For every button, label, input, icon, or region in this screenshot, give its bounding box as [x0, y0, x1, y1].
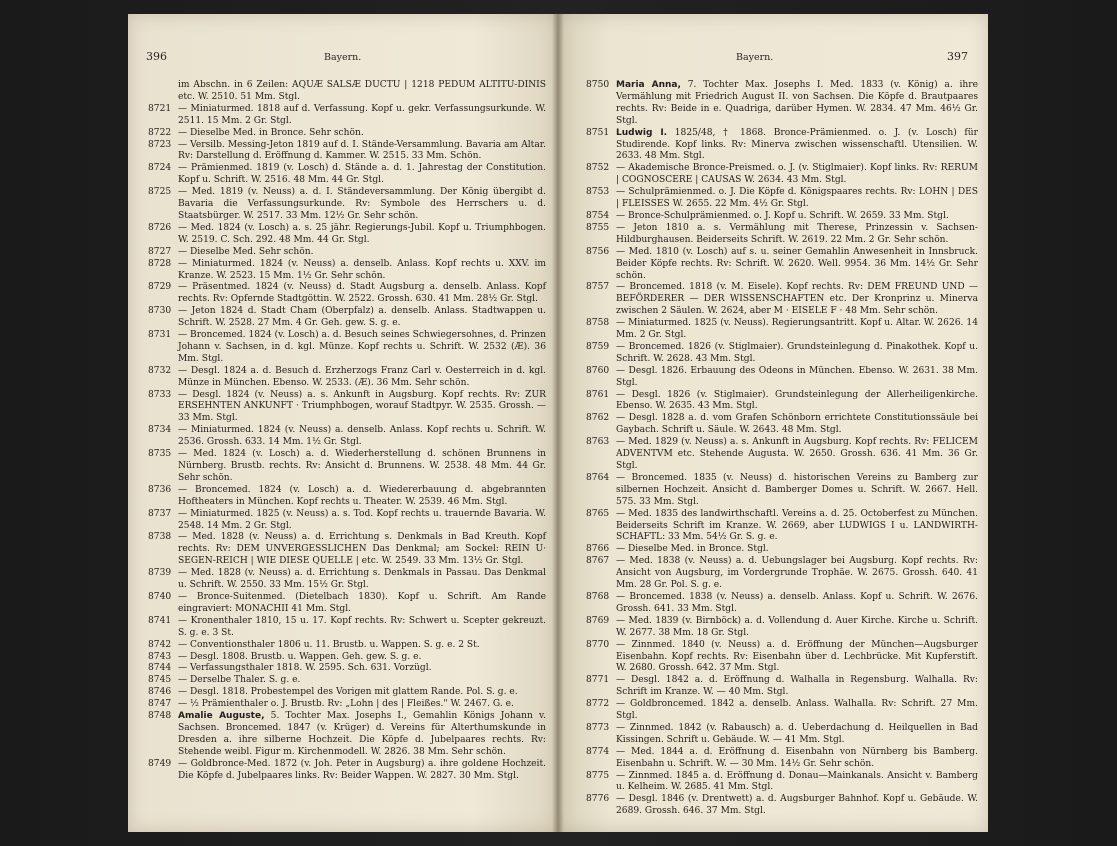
entry-number: 8770 [586, 639, 610, 650]
entry-text: — Dieselbe Med. in Bronce. Sehr schön. [178, 127, 364, 138]
entry-number: 8752 [586, 163, 610, 174]
entry-number: 8765 [586, 508, 610, 519]
entry-number: 8764 [586, 472, 610, 483]
entry-text: — Med. 1829 (v. Neuss) a. s. Ankunft in Augsburg. Kopf rechts. Rv: FELICEM ADVENTVM etc. Stehende Augusta. W. 2650. Grossh. 636. 41 Mm. 36 Gr. Stgl. [616, 437, 978, 471]
catalog-entry [148, 259, 546, 283]
catalog-entry [586, 223, 978, 247]
entry-number: 8749 [148, 758, 172, 769]
entry-number: 8732 [148, 365, 172, 376]
entry-number: 8731 [148, 330, 172, 341]
entry-text: — Verfassungsthaler 1818. W. 2595. Sch. 631. Vorzügl. [178, 663, 432, 674]
entry-number: 8772 [586, 699, 610, 710]
catalog-entry [586, 437, 978, 473]
entry-number: 8766 [586, 544, 610, 555]
page-number-right: 397 [947, 50, 968, 63]
entry-number: 8769 [586, 615, 610, 626]
catalog-entry [586, 640, 978, 676]
catalog-entry [148, 128, 546, 140]
entry-text: — Desgl. 1846 (v. Drentwett) a. d. Augsburger Bahnhof. Kopf u. Gebäude. W. 2689. Grossh. 646. 37 Mm. Stgl. [616, 794, 978, 817]
catalog-entry [148, 306, 546, 330]
entry-number: 8730 [148, 306, 172, 317]
catalog-entry [148, 140, 546, 164]
entry-number: 8735 [148, 449, 172, 460]
entry-number: 8740 [148, 591, 172, 602]
entry-text: — Derselbe Thaler. S. g. e. [178, 675, 301, 686]
entry-number: 8755 [586, 222, 610, 233]
catalog-entry [148, 223, 546, 247]
catalog-entry [586, 509, 978, 545]
catalog-entry [586, 544, 978, 556]
catalog-entry [148, 675, 546, 687]
catalog-entry [586, 318, 978, 342]
entry-text: — Med. 1810 (v. Losch) auf s. u. seiner Gemahlin Anwesenheit in Innsbruck. Beider Köpfe rechts. Rv: Schrift. W. 2620. Well. 9954. 36 Mm. 14½ Gr. Sehr schön. [616, 246, 978, 281]
entry-number: 8734 [148, 425, 172, 436]
entry-text: — Med. 1828 (v. Neuss) a. d. Errichtung s. Denkmals in Bad Kreuth. Kopf rechts. Rv: DEM UNVERGESSLICHEN Das Denkmal; am Sockel: REIN U· SEGEN-REICH | WIE DIESE QUELLE | etc. W. 2549. 33 Mm. 13½ Gr. Stgl. [178, 532, 546, 567]
catalog-entry [148, 366, 546, 390]
page-number-left: 396 [146, 50, 167, 63]
entry-heading-name: Ludwig I. [616, 127, 668, 138]
catalog-entry [586, 163, 978, 187]
entry-number: 8775 [586, 770, 610, 781]
entry-number: 8746 [148, 687, 172, 698]
entry-text: — Miniaturmed. 1825 (v. Neuss). Regierungsantritt. Kopf u. Altar. W. 2626. 14 Mm. 2 Gr. Stgl. [616, 318, 978, 341]
entry-number: 8753 [586, 187, 610, 198]
entry-text: — Miniaturmed. 1824 (v. Neuss) a. denselb. Anlass. Kopf rechts u. XXV. im Kranze. W. 2523. 15 Mm. 1½ Gr. Sehr schön. [178, 258, 546, 281]
catalog-entry [148, 687, 546, 699]
catalog-entry [148, 663, 546, 675]
entry-number: 8774 [586, 746, 610, 757]
catalog-entry [586, 723, 978, 747]
catalog-entry [586, 247, 978, 283]
entry-text: — Präsentmed. 1824 (v. Neuss) d. Stadt Augsburg a. denselb. Anlass. Kopf rechts. Rv: Opfernde Stadtgöttin. W. 2522. Grossh. 630. 41 Mm. 28½ Gr. Stgl. [178, 282, 546, 305]
entry-text: — Miniaturmed. 1818 auf d. Verfassung. Kopf u. gekr. Verfassungsurkunde. W. 2511. 15 Mm. 2 Gr. Stgl. [178, 103, 546, 126]
catalog-entry [148, 640, 546, 652]
entry-text: — Desgl. 1818. Probestempel des Vorigen mit glattem Rande. Pol. S. g. e. [178, 687, 518, 698]
entry-text: — Med. 1819 (v. Neuss) a. d. I. Ständeversammlung. Der König übergibt d. Bavaria die Verfassungsurkunde. Rv: Symbole des Herrschers u. d. Staatsbürger. W. 2517. 33 Mm. 12½ Gr. Sehr schön. [178, 187, 546, 221]
entry-number: 8743 [148, 651, 172, 662]
entry-text: — Med. 1824 (v. Losch) a. s. 25 jähr. Regierungs-Jubil. Kopf u. Triumphbogen. W. 2519. C. Sch. 292. 48 Mm. 44 Gr. Stgl. [178, 222, 546, 245]
entry-text: — Desgl. 1826. Erbauung des Odeons in München. Ebenso. W. 2631. 38 Mm. Stgl. [616, 365, 978, 388]
entry-text: — Bronce-Suitenmed. (Dietelbach 1830). Kopf u. Schrift. Am Rande eingraviert: MONACHII 41 Mm. Stgl. [178, 591, 546, 614]
catalog-entry [586, 616, 978, 640]
catalog-entry [586, 771, 978, 795]
entry-list-right [586, 80, 978, 818]
entry-text: im Abschn. in 6 Zeilen: AQUÆ SALSÆ DUCTU | 1218 PEDUM ALTITU-DINIS etc. W. 2510. 51 Mm. Stgl. [178, 80, 546, 102]
entry-number: 8761 [586, 389, 610, 400]
catalog-entry [148, 592, 546, 616]
catalog-entry [586, 366, 978, 390]
catalog-entry [148, 80, 546, 104]
catalog-entry [586, 794, 978, 818]
entry-number: 8725 [148, 187, 172, 198]
entry-number: 8767 [586, 556, 610, 567]
entry-text: — Zinnmed. 1840 (v. Neuss) a. d. Eröffnung der München—Augsburger Eisenbahn. Kopf rechts. Rv: Eisenbahn über d. Lechbrücke. Mit Kupferstift. W. 2680. Grossh. 642. 37 Mm. Stgl. [616, 639, 978, 674]
running-head-right: Bayern. [736, 52, 774, 63]
entry-number: 8741 [148, 615, 172, 626]
entry-text: — Dieselbe Med. in Bronce. Stgl. [616, 544, 769, 555]
entry-number: 8747 [148, 699, 172, 710]
entry-number: 8768 [586, 591, 610, 602]
catalog-entry [586, 187, 978, 211]
entry-number: 8733 [148, 389, 172, 400]
entry-text: — Bronce-Schulprämienmed. o. J. Kopf u. Schrift. W. 2659. 33 Mm. Stgl. [616, 210, 949, 221]
catalog-entry [148, 247, 546, 259]
entry-text: 1825/48, † 1868. Bronce-Prämienmed. o. J. (v. Losch) für Studirende. Kopf links. Rv: Minerva zwischen wissenschaftl. Utensilien. W. 2633. 48 Mm. Stgl. [616, 127, 978, 162]
catalog-entry [148, 330, 546, 366]
catalog-entry [586, 282, 978, 318]
entry-text: — Goldbroncemed. 1842 a. denselb. Anlass. Walhalla. Rv: Schrift. 27 Mm. Stgl. [616, 699, 978, 722]
entry-text: — Prämienmed. 1819 (v. Losch) d. Stände a. d. 1. Jahrestag der Constitution. Kopf u. Schrift. W. 2516. 48 Mm. 44 Gr. Stgl. [178, 163, 546, 186]
entry-text: — Jeton 1810 a. s. Vermählung mit Therese, Prinzessin v. Sachsen-Hildburghausen. Beiderseits Schrift. W. 2619. 22 Mm. 2 Gr. Sehr schön. [616, 222, 978, 245]
entry-text: — Broncemed. 1824 (v. Losch) a. d. Besuch seines Schwiegersohnes, d. Prinzen Johann v. Sachsen, in d. kgl. Münze. Kopf rechts u. Schrift. W. 2532 (Æ). 36 Mm. Stgl. [178, 330, 546, 364]
entry-number: 8758 [586, 318, 610, 329]
entry-text: — Med. 1824 (v. Losch) a. d. Wiederherstellung d. schönen Brunnens in Nürnberg. Brustb. rechts. Rv: Ansicht d. Brunnens. W. 2538. 48 Mm. 44 Gr. Sehr schön. [178, 449, 546, 483]
entry-text: — Zinnmed. 1845 a. d. Eröffnung d. Donau—Mainkanals. Ansicht v. Bamberg u. Kelheim. W. 2685. 41 Mm. Stgl. [616, 770, 978, 793]
entry-number: 8737 [148, 508, 172, 519]
running-head-left: Bayern. [324, 52, 362, 63]
entry-text: — Dieselbe Med. Sehr schön. [178, 246, 314, 257]
entry-number: 8756 [586, 246, 610, 257]
entry-number: 8760 [586, 365, 610, 376]
entry-number: 8742 [148, 639, 172, 650]
entry-number: 8728 [148, 258, 172, 269]
catalog-entry [586, 556, 978, 592]
catalog-entry [586, 699, 978, 723]
entry-text: — Desgl. 1808. Brustb. u. Wappen. Geh. gew. S. g. e. [178, 651, 422, 662]
entry-text: — Versilb. Messing-Jeton 1819 auf d. I. Stände-Versammlung. Bavaria am Altar. Rv: Darstellung d. Eröffnung d. Kammer. W. 2515. 33 Mm. Schön. [178, 139, 546, 162]
catalog-entry [148, 104, 546, 128]
entry-text: — Conventionsthaler 1806 u. 11. Brustb. u. Wappen. S. g. e. 2 St. [178, 639, 480, 650]
entry-number: 8744 [148, 663, 172, 674]
catalog-entry [148, 485, 546, 509]
catalog-entry [148, 759, 546, 783]
right-page [558, 14, 988, 832]
entry-text: — Broncemed. 1835 (v. Neuss) d. historischen Vereins zu Bamberg zur silbernen Hochzeit. Ansicht d. Bamberger Domes u. Schrift. W. 2667. Hell. 575. 33 Mm. Stgl. [616, 472, 978, 507]
entry-text: — Broncemed. 1824 (v. Losch) a. d. Wiedererbauung d. abgebrannten Hoftheaters in München. Kopf rechts u. Theater. W. 2539. 46 Mm. Stgl. [178, 484, 546, 507]
entry-text: — Med. 1839 (v. Birnböck) a. d. Vollendung d. Auer Kirche. Kirche u. Schrift. W. 2677. 38 Mm. 18 Gr. Stgl. [616, 615, 978, 638]
entry-text: — Akademische Bronce-Preismed. o. J. (v. Stiglmaier). Kopf links. Rv: RERUM | COGNOSCERE | CAUSAS W. 2634. 43 Mm. Stgl. [616, 163, 978, 186]
entry-text: — Desgl. 1824 (v. Neuss) a. s. Ankunft in Augsburg. Kopf rechts. Rv: ZUR ERSEHNTEN ANKUNFT · Triumphbogen, worauf Stadtpyr. W. 2535. Grossh. — 33 Mm. Stgl. [178, 389, 546, 424]
entry-text: — Med. 1835 des landwirthschaftl. Vereins a. d. 25. Octoberfest zu München. Beiderseits Schrift im Kranze. W. 2669, aber LUDWIGS I u. LANDWIRTH-SCHAFTL: 33 Mm. 54½ Gr. S. g. e. [616, 508, 978, 543]
catalog-entry [148, 532, 546, 568]
book-gutter [552, 14, 564, 832]
catalog-entry [148, 711, 546, 759]
entry-text: — Zinnmed. 1842 (v. Rabausch) a. d. Ueberdachung d. Heilquellen in Bad Kissingen. Schrift u. Gebäude. W. — 41 Mm. Stgl. [616, 722, 978, 745]
entry-number: 8751 [586, 127, 610, 138]
entry-number: 8754 [586, 210, 610, 221]
entry-number: 8773 [586, 722, 610, 733]
catalog-entry [148, 616, 546, 640]
entry-number: 8729 [148, 282, 172, 293]
entry-text: — Broncemed. 1818 (v. M. Eisele). Kopf rechts. Rv: DEM FREUND UND — BEFÖRDERER — DER WISSENSCHAFTEN etc. Der Kronprinz u. Minerva zwischen 2 Säulen. W. 2624, aber M · EISELE F · 48 Mm. Sehr schön. [616, 282, 978, 317]
catalog-entry [148, 652, 546, 664]
entry-number: 8722 [148, 127, 172, 138]
entry-text: — Broncemed. 1838 (v. Neuss) a. denselb. Anlass. Kopf u. Schrift. W. 2676. Grossh. 641. 33 Mm. Stgl. [616, 591, 978, 614]
entry-number: 8748 [148, 711, 172, 722]
entry-text: — Jeton 1824 d. Stadt Cham (Oberpfalz) a. denselb. Anlass. Stadtwappen u. Schrift. W. 2528. 27 Mm. 4 Gr. Geh. gew. S. g. e. [178, 306, 546, 329]
entry-text: — Med. 1828 (v. Neuss) a. d. Errichtung s. Denkmals in Passau. Das Denkmal u. Schrift. W. 2550. 33 Mm. 15½ Gr. Stgl. [178, 568, 546, 591]
catalog-entry [148, 390, 546, 426]
catalog-entry [586, 211, 978, 223]
entry-number: 8745 [148, 675, 172, 686]
catalog-entry [148, 568, 546, 592]
left-page [128, 14, 558, 832]
entry-text: — Med. 1844 a. d. Eröffnung d. Eisenbahn von Nürnberg bis Bamberg. Eisenbahn u. Schrift. W. — 30 Mm. 14½ Gr. Sehr schön. [616, 746, 978, 769]
catalog-entry [148, 699, 546, 711]
catalog-entry [586, 473, 978, 509]
entry-number: 8739 [148, 568, 172, 579]
entry-number: 8762 [586, 413, 610, 424]
entry-number: 8750 [586, 80, 610, 90]
entry-text: — Kronenthaler 1810, 15 u. 17. Kopf rechts. Rv: Schwert u. Scepter gekreuzt. S. g. e. 3 St. [178, 615, 546, 638]
entry-text: — Broncemed. 1826 (v. Stiglmaier). Grundsteinlegung d. Pinakothek. Kopf u. Schrift. W. 2628. 43 Mm. Stgl. [616, 341, 978, 364]
entry-text: — Desgl. 1828 a. d. vom Grafen Schönborn errichtete Constitutionssäule bei Gaybach. Schrift u. Säule. W. 2643. 48 Mm. Stgl. [616, 413, 978, 436]
catalog-entry [148, 187, 546, 223]
entry-text: — ½ Prämienthaler o. J. Brustb. Rv: „Lohn | des | Fleißes." W. 2467. G. e. [178, 699, 514, 710]
catalog-entry [148, 282, 546, 306]
catalog-entry [586, 675, 978, 699]
catalog-entry [148, 163, 546, 187]
entry-heading-name: Maria Anna, [616, 80, 681, 90]
catalog-entry [586, 128, 978, 164]
entry-number: 8763 [586, 437, 610, 448]
entry-number: 8726 [148, 222, 172, 233]
entry-text: 7. Tochter Max. Josephs I. Med. 1833 (v. König) a. ihre Vermählung mit Friedrich August II. von Sachsen. Die Köpfe d. Brautpaares rechts. Rv: Beide in e. Quadriga, darüber Hymen. W. 2834. 47 Mm. 46½ Gr. Stgl. [616, 80, 978, 126]
entry-text: — Schulprämienmed. o. J. Die Köpfe d. Königspaares rechts. Rv: LOHN | DES | FLEISSES W. 2655. 22 Mm. 4½ Gr. Stgl. [616, 187, 978, 210]
catalog-entry [586, 413, 978, 437]
entry-number: 8759 [586, 341, 610, 352]
catalog-entry [148, 509, 546, 533]
entry-text: — Goldbronce-Med. 1872 (v. Joh. Peter in Augsburg) a. ihre goldene Hochzeit. Die Köpfe d. Jubelpaares links. Rv: Beider Wappen. W. 2827. 30 Mm. Stgl. [178, 758, 546, 781]
entry-number: 8723 [148, 139, 172, 150]
entry-number: 8736 [148, 484, 172, 495]
entry-text: — Desgl. 1826 (v. Stiglmaier). Grundsteinlegung der Allerheiligenkirche. Ebenso. W. 2635. 43 Mm. Stgl. [616, 389, 978, 412]
entry-text: — Desgl. 1824 a. d. Besuch d. Erzherzogs Franz Carl v. Oesterreich in d. kgl. Münze in München. Ebenso. W. 2533. (Æ). 36 Mm. Sehr schön. [178, 365, 546, 388]
entry-number: 8727 [148, 246, 172, 257]
entry-number: 8771 [586, 675, 610, 686]
catalog-entry [586, 747, 978, 771]
entry-text: — Miniaturmed. 1825 (v. Neuss) a. s. Tod. Kopf rechts u. trauernde Bavaria. W. 2548. 14 Mm. 2 Gr. Stgl. [178, 508, 546, 531]
entry-text: — Desgl. 1842 a. d. Eröffnung d. Walhalla in Regensburg. Walhalla. Rv: Schrift im Kranze. W. — 40 Mm. Stgl. [616, 675, 978, 698]
entry-number: 8776 [586, 794, 610, 805]
catalog-entry [586, 390, 978, 414]
catalog-entry [148, 449, 546, 485]
entry-number: 8721 [148, 103, 172, 114]
entry-text: — Miniaturmed. 1824 (v. Neuss) a. denselb. Anlass. Kopf rechts u. Schrift. W. 2536. Grossh. 633. 14 Mm. 1½ Gr. Stgl. [178, 425, 546, 448]
catalog-entry [586, 342, 978, 366]
entry-text: — Med. 1838 (v. Neuss) a. d. Uebungslager bei Augsburg. Kopf rechts. Rv: Ansicht von Augsburg, im Vordergrunde Trophäe. W. 2675. Grossh. 640. 41 Mm. 28 Gr. Pol. S. g. e. [616, 556, 978, 591]
entry-number: 8757 [586, 282, 610, 293]
catalog-entry [148, 425, 546, 449]
catalog-entry [586, 80, 978, 128]
entry-number: 8738 [148, 532, 172, 543]
entry-list-left [148, 80, 546, 782]
entry-number: 8724 [148, 163, 172, 174]
entry-heading-name: Amalie Auguste, [178, 711, 265, 722]
entry-text: 5. Tochter Max. Josephs I., Gemahlin Königs Johann v. Sachsen. Broncemed. 1847 (v. Krüger) d. Vereins für Alterthumskunde in Dresden a. ihre silberne Hochzeit. Die Köpfe d. Jubelpaares rechts. Rv: Stehende weibl. Figur m. Kirchenmodell. W. 2826. 38 Mm. Sehr schön. [178, 711, 546, 757]
catalog-entry [586, 592, 978, 616]
